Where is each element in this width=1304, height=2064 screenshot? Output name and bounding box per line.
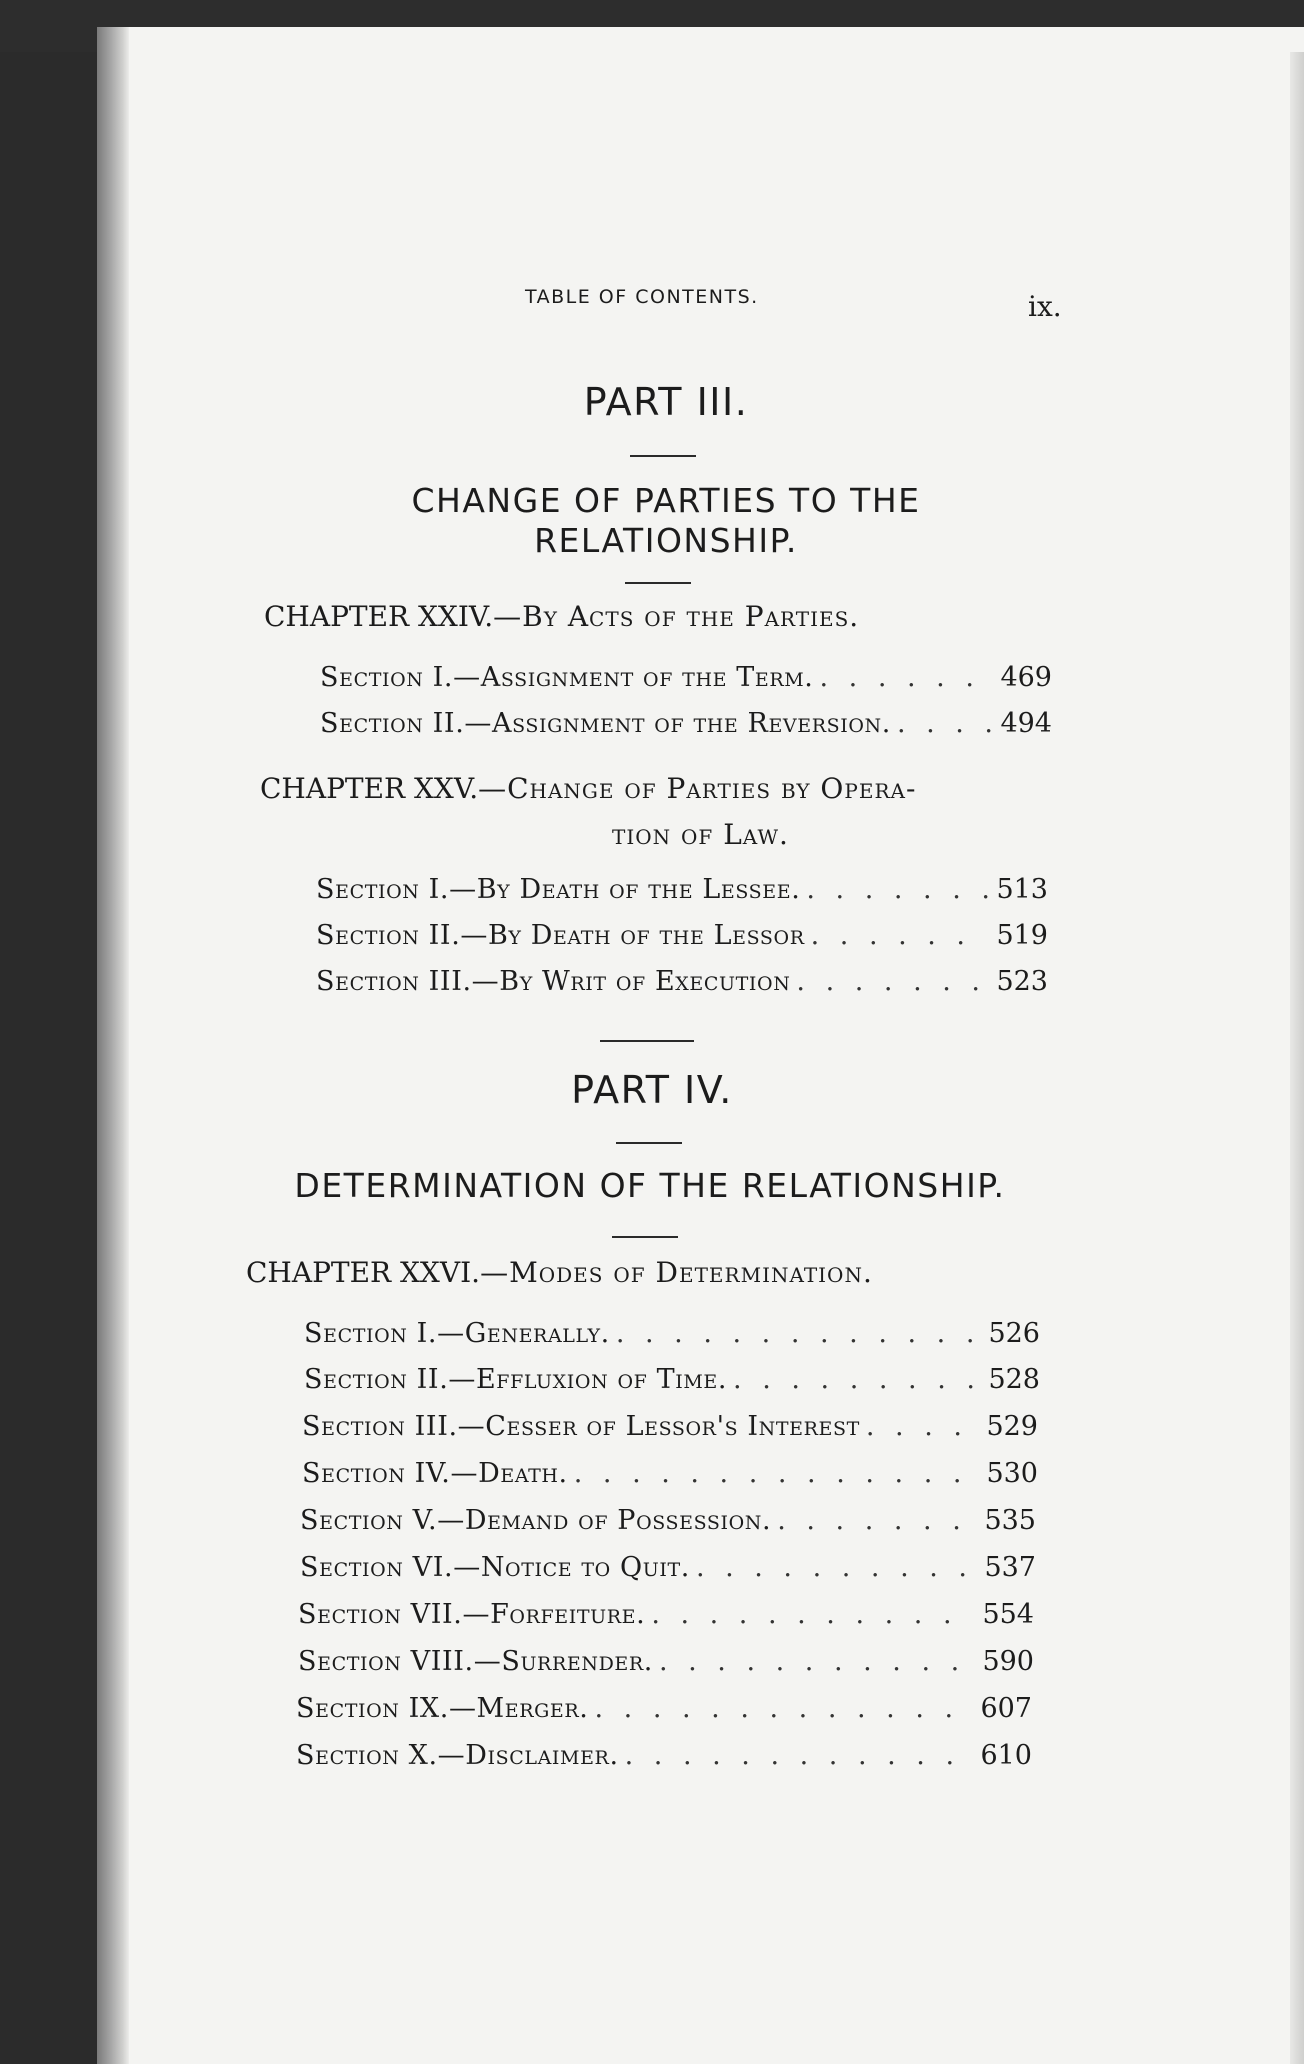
toc-entry bbox=[320, 662, 1052, 693]
rule bbox=[616, 1142, 682, 1144]
page-number: 494 bbox=[1000, 708, 1052, 739]
part-3-title: PART III. bbox=[583, 380, 749, 424]
section-title: —Merger. bbox=[448, 1693, 589, 1724]
section-label: Section III. bbox=[302, 1411, 458, 1442]
page-number: 469 bbox=[1000, 662, 1052, 693]
section-label: Section I. bbox=[320, 662, 454, 693]
rule bbox=[630, 455, 696, 457]
page-number: 610 bbox=[980, 1740, 1032, 1771]
part-3-subtitle-line-2: RELATIONSHIP. bbox=[534, 521, 798, 560]
part-3-subtitle-line-1: CHANGE OF PARTIES TO THE bbox=[411, 481, 921, 520]
dot-leader bbox=[820, 662, 993, 693]
toc-entry bbox=[298, 1646, 1034, 1677]
page-number: 554 bbox=[982, 1599, 1034, 1630]
chapter-title: —Modes of Determination. bbox=[480, 1256, 873, 1289]
rule bbox=[625, 582, 691, 584]
rule bbox=[612, 1236, 678, 1238]
dot-leader bbox=[625, 1740, 973, 1771]
toc-entry bbox=[300, 1552, 1036, 1583]
chapter-number: CHAPTER XXVI. bbox=[246, 1256, 481, 1289]
section-label: Section II. bbox=[320, 708, 465, 739]
section-title: —By Death of the Lessor bbox=[460, 920, 805, 951]
page-number: 607 bbox=[980, 1693, 1032, 1724]
dot-leader bbox=[796, 966, 988, 997]
dot-leader bbox=[811, 920, 989, 951]
page-right-edge bbox=[1290, 52, 1304, 2064]
toc-entry bbox=[320, 708, 1052, 739]
toc-entry bbox=[304, 1364, 1040, 1395]
dot-leader bbox=[733, 1364, 980, 1395]
section-title: —Generally. bbox=[437, 1318, 610, 1349]
page-number: 590 bbox=[982, 1646, 1034, 1677]
page-number: 519 bbox=[996, 920, 1048, 951]
section-label: Section I. bbox=[304, 1318, 438, 1349]
section-title: —Death. bbox=[450, 1458, 568, 1489]
section-label: Section X. bbox=[296, 1740, 438, 1771]
toc-entry bbox=[298, 1599, 1034, 1630]
page-number: 529 bbox=[986, 1411, 1038, 1442]
section-label: Section III. bbox=[316, 966, 472, 997]
page-number: 530 bbox=[986, 1458, 1038, 1489]
section-title: —Assignment of the Reversion. bbox=[464, 708, 891, 739]
section-title: —By Writ of Execution bbox=[471, 966, 791, 997]
toc-entry bbox=[302, 1458, 1038, 1489]
section-title: —Cesser of Lessor's Interest bbox=[457, 1411, 860, 1442]
section-label: Section IV. bbox=[302, 1458, 451, 1489]
section-title: —By Death of the Lessee. bbox=[449, 874, 801, 905]
dot-leader bbox=[659, 1646, 974, 1677]
page-number: 528 bbox=[988, 1364, 1040, 1395]
dot-leader bbox=[866, 1411, 979, 1442]
section-title: —Surrender. bbox=[473, 1646, 653, 1677]
chapter-24-heading bbox=[264, 600, 859, 633]
page-number: 513 bbox=[996, 874, 1048, 905]
dot-leader bbox=[897, 708, 993, 739]
chapter-title-line-1: —Change of Parties by Opera- bbox=[478, 772, 917, 805]
chapter-25-heading bbox=[260, 772, 916, 805]
running-title: TABLE OF CONTENTS. bbox=[525, 286, 759, 308]
toc-entry bbox=[304, 1318, 1040, 1349]
dot-leader bbox=[595, 1693, 973, 1724]
rule bbox=[600, 1040, 694, 1042]
section-title: —Effluxion of Time. bbox=[448, 1364, 728, 1395]
dot-leader bbox=[616, 1318, 981, 1349]
toc-entry bbox=[316, 874, 1048, 905]
page-number: 523 bbox=[996, 966, 1048, 997]
section-title: —Demand of Possession. bbox=[437, 1505, 772, 1536]
section-label: Section II. bbox=[304, 1364, 449, 1395]
page-number: 526 bbox=[988, 1318, 1040, 1349]
chapter-title-line-2: tion of Law. bbox=[612, 818, 789, 851]
toc-entry bbox=[296, 1693, 1032, 1724]
dot-leader bbox=[574, 1458, 979, 1489]
chapter-number: CHAPTER XXV. bbox=[260, 772, 479, 805]
section-title: —Disclaimer. bbox=[437, 1740, 619, 1771]
section-label: Section VI. bbox=[300, 1552, 454, 1583]
toc-entry bbox=[300, 1505, 1036, 1536]
dot-leader bbox=[777, 1505, 976, 1536]
part-4-title: PART IV. bbox=[571, 1068, 733, 1112]
toc-entry bbox=[316, 966, 1048, 997]
toc-entry bbox=[316, 920, 1048, 951]
section-title: —Assignment of the Term. bbox=[453, 662, 814, 693]
chapter-number: CHAPTER XXIV. bbox=[264, 600, 494, 633]
section-label: Section VIII. bbox=[298, 1646, 474, 1677]
section-label: Section IX. bbox=[296, 1693, 449, 1724]
part-4-subtitle: DETERMINATION OF THE RELATIONSHIP. bbox=[294, 1166, 1006, 1205]
page-folio: ix. bbox=[1028, 290, 1062, 323]
page-number: 535 bbox=[984, 1505, 1036, 1536]
page-gutter-shadow bbox=[97, 27, 129, 2064]
chapter-title: —By Acts of the Parties. bbox=[493, 600, 860, 633]
toc-entry bbox=[302, 1411, 1038, 1442]
section-title: —Forfeiture. bbox=[462, 1599, 646, 1630]
section-title: —Notice to Quit. bbox=[453, 1552, 690, 1583]
section-label: Section I. bbox=[316, 874, 450, 905]
section-label: Section VII. bbox=[298, 1599, 463, 1630]
toc-entry bbox=[296, 1740, 1032, 1771]
dot-leader bbox=[651, 1599, 974, 1630]
section-label: Section V. bbox=[300, 1505, 438, 1536]
chapter-26-heading bbox=[246, 1256, 873, 1289]
dot-leader bbox=[696, 1552, 977, 1583]
page-number: 537 bbox=[984, 1552, 1036, 1583]
section-label: Section II. bbox=[316, 920, 461, 951]
dot-leader bbox=[806, 874, 988, 905]
